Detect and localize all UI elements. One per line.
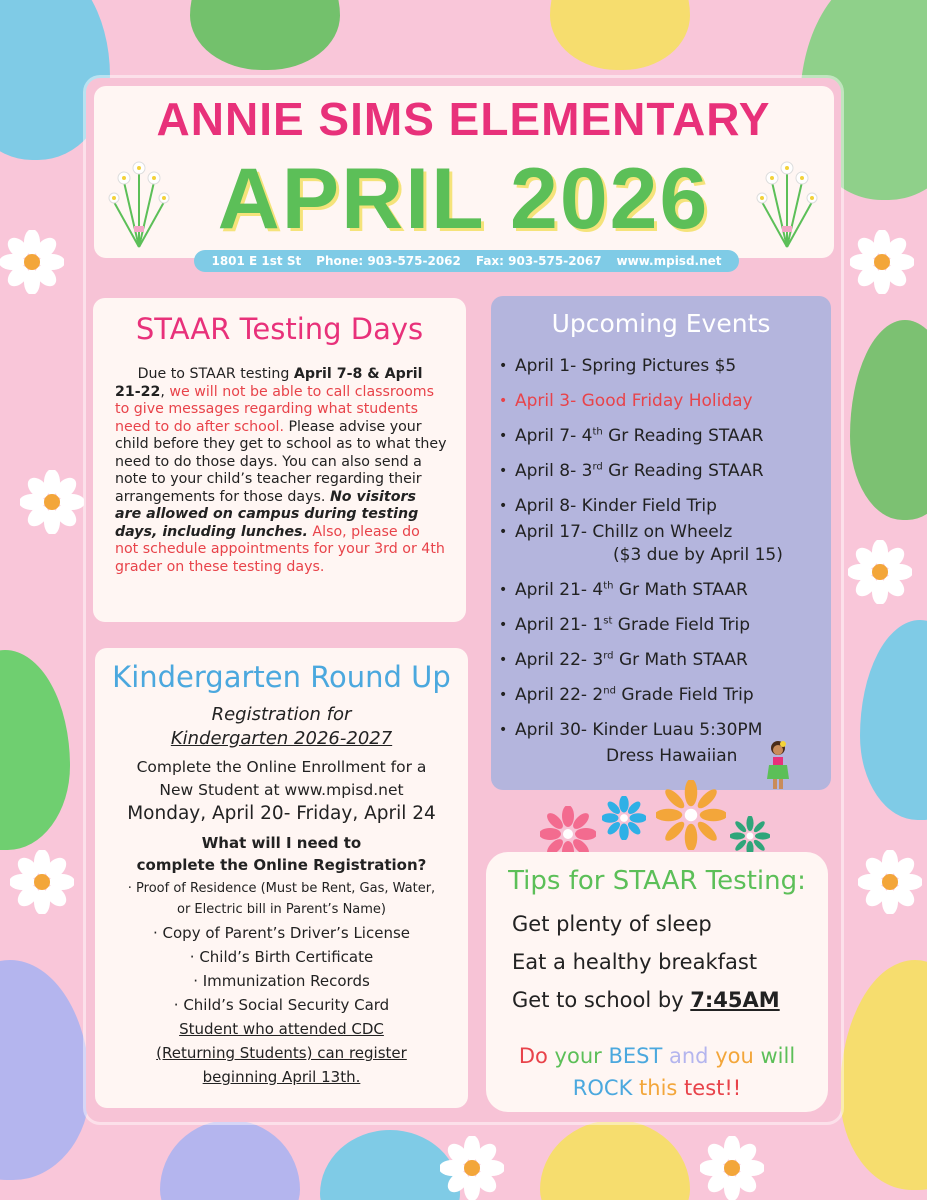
staar-testing-card [93, 298, 466, 622]
egg-decoration [0, 650, 70, 850]
flower-burst-icon [602, 796, 646, 840]
staar-text: Due to STAAR testing [137, 366, 294, 382]
daisy-icon [848, 540, 912, 604]
kinder-requirement: or Electric bill in Parent’s Name) [176, 902, 386, 917]
list-item: • April 22- 3rd Gr Math STAAR [515, 650, 748, 670]
tips-title: Tips for STAAR Testing: [508, 866, 806, 896]
flower-burst-icon [656, 780, 726, 850]
kindergarten-roundup-card [95, 648, 468, 1108]
list-item-detail: Dress Hawaiian [606, 746, 738, 766]
kinder-online-line: Complete the Online Enrollment for a [136, 758, 427, 776]
contact-bar [194, 250, 739, 272]
daisy-icon [10, 850, 74, 914]
month-title: APRIL 2026 [217, 151, 710, 247]
egg-decoration [840, 960, 927, 1190]
egg-decoration [320, 1130, 460, 1200]
list-item: • April 3- Good Friday Holiday [515, 391, 753, 411]
address: 1801 E 1st St [211, 254, 302, 268]
bouquet-icon [752, 142, 822, 250]
kinder-cdc-line: Student who attended CDC [179, 1020, 384, 1038]
events-title: Upcoming Events [551, 309, 771, 338]
staar-comma: , [160, 383, 170, 400]
list-item: • April 8- 3rd Gr Reading STAAR [515, 461, 764, 481]
staar-tips-card [486, 852, 828, 1112]
kinder-online-site: New Student at www.mpisd.net [159, 781, 404, 799]
bouquet-icon [104, 142, 174, 250]
kinder-cdc-line-3: beginning April 13th. [202, 1068, 361, 1086]
list-item: • April 17- Chillz on Wheelz [515, 522, 732, 542]
list-item: • April 21- 1st Grade Field Trip [515, 615, 750, 635]
kinder-dates: Monday, April 20- Friday, April 24 [127, 803, 436, 824]
staar-no-visitors: No visitors are allowed on campus during testing days, including lunches. [115, 488, 419, 540]
upcoming-events-card [491, 296, 831, 790]
kinder-registration-line: Registration for [211, 704, 352, 725]
egg-decoration [160, 1120, 300, 1200]
list-item: • April 22- 2nd Grade Field Trip [515, 685, 754, 705]
list-item: • April 7- 4th Gr Reading STAAR [515, 426, 763, 446]
tip-item: Eat a healthy breakfast [512, 950, 758, 974]
kinder-need-heading: What will I need to [201, 834, 362, 852]
arrival-time: 7:45AM [690, 988, 780, 1012]
daisy-icon [858, 850, 922, 914]
tip-item: Get plenty of sleep [512, 912, 712, 936]
egg-decoration [190, 0, 340, 70]
tip-item: Get to school by 7:45AM [512, 988, 780, 1012]
list-item: • April 8- Kinder Field Trip [515, 496, 717, 516]
kinder-title: Kindergarten Round Up [112, 660, 451, 694]
staar-appointments: Also, please do not schedule appointments for your 3rd or 4th grader on these testing days. [115, 523, 445, 575]
list-item: • April 1- Spring Pictures $5 [515, 356, 736, 376]
kinder-need-heading-2: complete the Online Registration? [136, 856, 427, 874]
hula-girl-icon [761, 739, 795, 791]
website-link[interactable]: www.mpisd.net [616, 254, 722, 268]
kinder-cdc-line-2: (Returning Students) can register [156, 1044, 407, 1062]
kinder-requirement: · Immunization Records [193, 972, 370, 990]
motto-line-2: ROCK this test!! [572, 1076, 742, 1100]
kinder-requirement: · Copy of Parent’s Driver’s License [152, 924, 410, 942]
kinder-requirement: · Proof of Residence (Must be Rent, Gas, Water, [127, 881, 436, 896]
egg-decoration [850, 320, 927, 520]
egg-decoration [0, 960, 90, 1180]
school-name: ANNIE SIMS ELEMENTARY [156, 93, 771, 145]
egg-decoration [540, 1120, 690, 1200]
egg-decoration [860, 620, 927, 820]
flower-burst-icon [730, 816, 770, 856]
motto-line: Do your BEST and you will [518, 1044, 796, 1068]
kinder-year-line: Kindergarten 2026-2027 [170, 728, 393, 749]
staar-text-2: Please advise your child before they get to school as to what they need to do those days. You can also send a note to your child’s teacher regarding their arrangements for those days. [115, 418, 447, 505]
daisy-icon [440, 1136, 504, 1200]
staar-body [115, 366, 447, 576]
list-item: • April 30- Kinder Luau 5:30PM [515, 720, 762, 740]
kinder-requirement: · Child’s Birth Certificate [189, 948, 374, 966]
list-item: • April 21- 4th Gr Math STAAR [515, 580, 748, 600]
staar-dates: April 7-8 & April 21-22 [115, 366, 423, 400]
kinder-requirement: · Child’s Social Security Card [173, 996, 390, 1014]
fax: Fax: 903-575-2067 [475, 254, 602, 268]
staar-title: STAAR Testing Days [135, 312, 424, 346]
phone: Phone: 903-575-2062 [316, 254, 461, 268]
list-item-detail: ($3 due by April 15) [613, 545, 783, 565]
daisy-icon [700, 1136, 764, 1200]
staar-warning: we will not be able to call classrooms to give messages regarding what students need to do after school. [115, 383, 435, 435]
daisy-icon [20, 470, 84, 534]
egg-decoration [550, 0, 690, 70]
